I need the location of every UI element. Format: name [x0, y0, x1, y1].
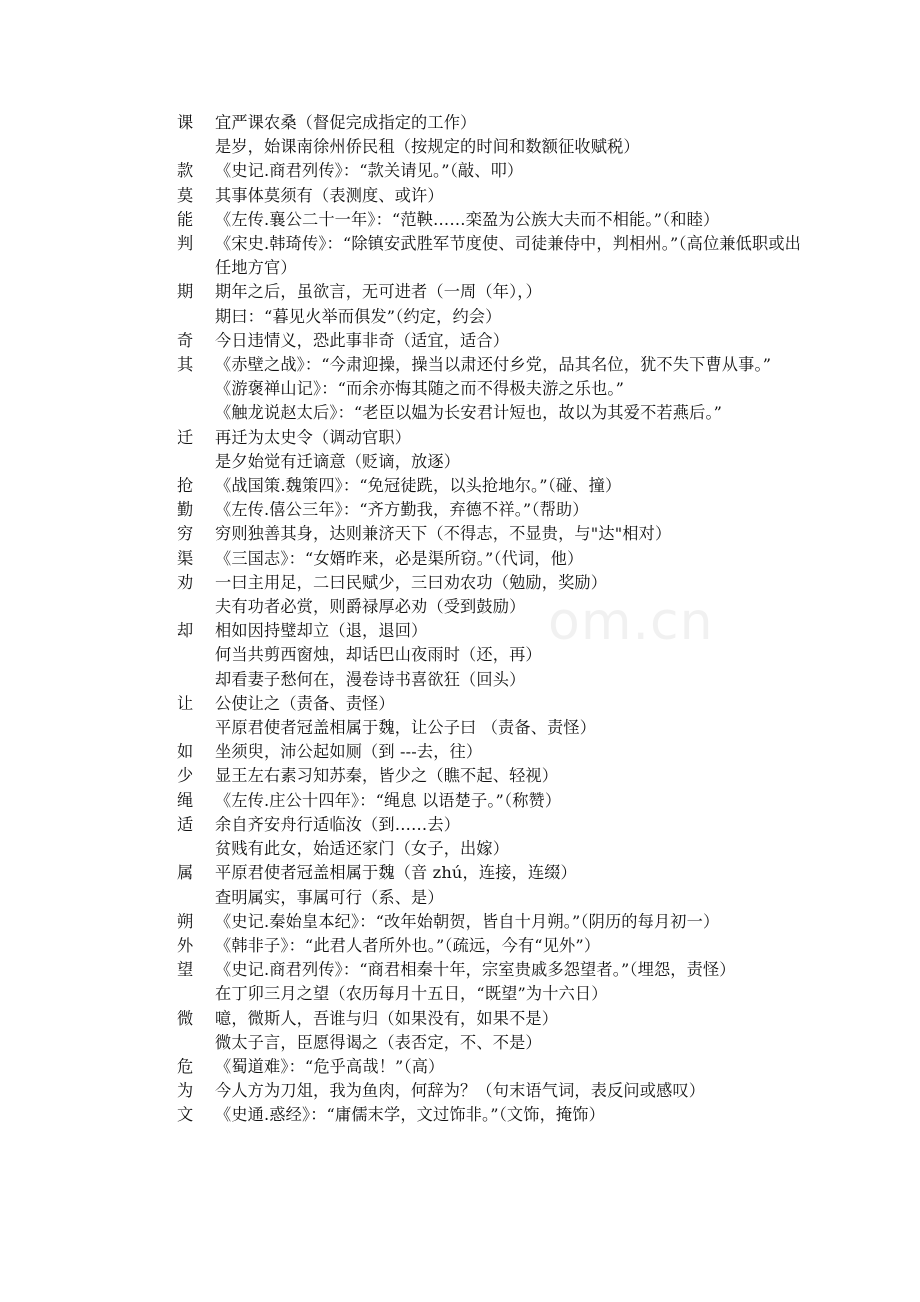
- entry-definition-line: 微太子言，臣愿得谒之（表否定，不、不是）: [215, 1032, 542, 1052]
- entry-definition-line: 是岁，始课南徐州侨民租（按规定的时间和数额征收赋税）: [215, 137, 640, 157]
- watermark: om.cn: [548, 592, 714, 652]
- entry-headword: 文: [177, 1105, 194, 1125]
- entry-headword: 微: [177, 1008, 194, 1028]
- entry-headword: 勤: [177, 500, 194, 520]
- dictionary-entry: [177, 813, 807, 861]
- entry-definitions: [215, 280, 807, 328]
- dictionary-entry: [177, 1103, 807, 1127]
- entry-definition-line: 平原君使者冠盖相属于魏，让公子曰 （责备、责怪）: [215, 718, 597, 738]
- entry-definitions: [215, 111, 807, 159]
- entry-definition-line: 《韩非子》：“此君人者所外也。”（疏远，今有“见外”）: [215, 935, 601, 955]
- dictionary-entry: [177, 764, 807, 788]
- dictionary-entry: [177, 111, 807, 159]
- entry-definition-line: 《左传.庄公十四年》：“绳息 以语楚子。”（称赞）: [215, 790, 562, 810]
- entry-definitions: [215, 498, 807, 522]
- entry-headword: 适: [177, 814, 194, 834]
- entry-definition-line: 《宋史.韩琦传》：“除镇安武胜军节度使、司徒兼侍中，判相州。”（高位兼低职或出任地方官）: [215, 234, 801, 278]
- dictionary-entry: [177, 329, 807, 353]
- entry-headword: 能: [177, 209, 194, 229]
- entry-definition-line: 噫，微斯人，吾谁与归（如果没有，如果不是）: [215, 1008, 559, 1028]
- entry-definitions: [215, 1007, 807, 1055]
- entry-headword: 莫: [177, 185, 194, 205]
- dictionary-entry: [177, 522, 807, 546]
- entry-headword: 期: [177, 282, 194, 302]
- entry-definition-line: 显王左右素习知苏秦，皆少之（瞧不起、轻视）: [215, 766, 559, 786]
- entry-headword: 朔: [177, 911, 194, 931]
- entry-headword: 穷: [177, 524, 194, 544]
- dictionary-entry-list: [177, 111, 807, 1128]
- entry-definitions: [215, 861, 807, 909]
- entry-definition-line: 却看妻子愁何在，漫卷诗书喜欲狂（回头）: [215, 669, 526, 689]
- entry-definition-line: 夫有功者必赏，则爵禄厚必劝（受到鼓励）: [215, 597, 526, 617]
- entry-definitions: [215, 426, 807, 474]
- dictionary-entry: [177, 619, 807, 692]
- dictionary-entry: [177, 1055, 807, 1079]
- entry-definition-line: 再迁为太史令（调动官职）: [215, 427, 412, 447]
- entry-definition-line: 《左传.僖公三年》：“齐方勤我，弃德不祥。”（帮助）: [215, 500, 589, 520]
- entry-headword: 迁: [177, 427, 194, 447]
- entry-definitions: [215, 813, 807, 861]
- entry-definitions: [215, 789, 807, 813]
- entry-definition-line: 《赤壁之战》：“今肃迎操，操当以肃还付乡党，品其名位，犹不失下曹从事。”: [215, 355, 772, 375]
- entry-definition-line: 今日违情义，恐此事非奇（适宜，适合）: [215, 330, 510, 350]
- dictionary-entry: [177, 280, 807, 328]
- entry-definition-line: 贫贱有此女，始适还家门（女子，出嫁）: [215, 839, 510, 859]
- entry-definition-line: 《蜀道难》：“危乎高哉！”（高）: [215, 1056, 445, 1076]
- dictionary-entry: [177, 789, 807, 813]
- entry-headword: 让: [177, 693, 194, 713]
- entry-definitions: [215, 547, 807, 571]
- entry-headword: 绳: [177, 790, 194, 810]
- entry-definitions: [215, 474, 807, 498]
- entry-headword: 外: [177, 935, 194, 955]
- entry-headword: 判: [177, 234, 194, 254]
- entry-definitions: [215, 740, 807, 764]
- dictionary-entry: [177, 498, 807, 522]
- entry-headword: 抢: [177, 476, 194, 496]
- entry-definitions: [215, 353, 807, 426]
- entry-definition-line: 期曰：“暮见火举而俱发”（约定，约会）: [215, 306, 502, 326]
- entry-headword: 奇: [177, 330, 194, 350]
- entry-definitions: [215, 1079, 807, 1103]
- entry-definition-line: 相如因持璧却立（退，退回）: [215, 621, 428, 641]
- entry-definitions: [215, 958, 807, 1006]
- entry-definitions: [215, 934, 807, 958]
- entry-headword: 如: [177, 742, 194, 762]
- entry-definitions: [215, 571, 807, 619]
- entry-definition-line: 《战国策.魏策四》：“免冠徒跣，以头抢地尔。”（碰、撞）: [215, 476, 622, 496]
- entry-definitions: [215, 764, 807, 788]
- dictionary-entry: [177, 934, 807, 958]
- entry-definition-line: 是夕始觉有迁谪意（贬谪，放逐）: [215, 451, 461, 471]
- dictionary-entry: [177, 861, 807, 909]
- entry-definition-line: 其事体莫须有（表测度、或许）: [215, 185, 444, 205]
- entry-definition-line: 平原君使者冠盖相属于魏（音 zhú，连接，连缀）: [215, 863, 577, 883]
- entry-definition-line: 在丁卯三月之望（农历每月十五日，“既望”为十六日）: [215, 984, 608, 1004]
- entry-headword: 渠: [177, 548, 194, 568]
- dictionary-entry: [177, 184, 807, 208]
- entry-definitions: [215, 184, 807, 208]
- dictionary-entry: [177, 426, 807, 474]
- entry-headword: 劝: [177, 572, 194, 592]
- entry-definition-line: 余自齐安舟行适临汝（到……去）: [215, 814, 461, 834]
- entry-definition-line: 《左传.襄公二十一年》：“范鞅……栾盈为公族大夫而不相能。”（和睦）: [215, 209, 720, 229]
- entry-definitions: [215, 159, 807, 183]
- entry-definitions: [215, 208, 807, 232]
- entry-definition-line: 《史记.商君列传》：“款关请见。”（敲、叩）: [215, 161, 524, 181]
- entry-definitions: [215, 329, 807, 353]
- entry-definitions: [215, 522, 807, 546]
- dictionary-entry: [177, 958, 807, 1006]
- entry-definition-line: 宜严课农桑（督促完成指定的工作）: [215, 113, 477, 132]
- entry-headword: 课: [177, 113, 194, 132]
- entry-definition-line: 《史记.商君列传》：“商君相秦十年，宗室贵戚多怨望者。”（埋怨，责怪）: [215, 960, 736, 980]
- entry-headword: 为: [177, 1081, 194, 1101]
- dictionary-entry: [177, 474, 807, 498]
- entry-definitions: [215, 910, 807, 934]
- dictionary-entry: [177, 547, 807, 571]
- entry-definitions: [215, 619, 807, 692]
- entry-definitions: [215, 232, 807, 280]
- entry-definitions: [215, 1103, 807, 1127]
- entry-definition-line: 查明属实，事属可行（系、是）: [215, 887, 444, 907]
- dictionary-entry: [177, 692, 807, 740]
- dictionary-entry: [177, 232, 807, 280]
- entry-definitions: [215, 692, 807, 740]
- dictionary-entry: [177, 1079, 807, 1103]
- entry-definition-line: 《游褒禅山记》：“而余亦悔其随之而不得极夫游之乐也。”: [215, 379, 625, 399]
- dictionary-entry: [177, 910, 807, 934]
- entry-definition-line: 一曰主用足，二曰民赋少，三曰劝农功（勉励，奖励）: [215, 572, 608, 592]
- entry-headword: 却: [177, 621, 194, 641]
- dictionary-entry: [177, 1007, 807, 1055]
- entry-headword: 款: [177, 161, 194, 181]
- entry-definition-line: 《史通.惑经》：“庸儒末学，文过饰非。”（文饰，掩饰）: [215, 1105, 605, 1125]
- entry-headword: 危: [177, 1056, 194, 1076]
- dictionary-entry: [177, 208, 807, 232]
- dictionary-entry: [177, 571, 807, 619]
- dictionary-entry: [177, 740, 807, 764]
- entry-definition-line: 《触龙说赵太后》：“老臣以媪为长安君计短也，故以为其爱不若燕后。”: [215, 403, 723, 423]
- entry-definition-line: 公使让之（责备、责怪）: [215, 693, 395, 713]
- dictionary-entry: [177, 353, 807, 426]
- entry-definition-line: 坐须臾，沛公起如厕（到 ---去，往）: [215, 742, 483, 762]
- entry-definitions: [215, 1055, 807, 1079]
- entry-definition-line: 期年之后，虽欲言，无可进者（一周（年），）: [215, 282, 542, 302]
- entry-headword: 少: [177, 766, 194, 786]
- entry-definition-line: 《史记.秦始皇本纪》：“改年始朝贺，皆自十月朔。”（阴历的每月初一）: [215, 911, 720, 931]
- dictionary-entry: [177, 159, 807, 183]
- entry-definition-line: 《三国志》：“女婿昨来，必是渠所窃。”（代词，他）: [215, 548, 584, 568]
- entry-headword: 望: [177, 960, 194, 980]
- entry-headword: 其: [177, 355, 194, 375]
- entry-definition-line: 今人方为刀俎，我为鱼肉，何辞为？（句末语气词，表反问或感叹）: [215, 1081, 706, 1101]
- entry-definition-line: 何当共剪西窗烛，却话巴山夜雨时（还，再）: [215, 645, 542, 665]
- entry-definition-line: 穷则独善其身，达则兼济天下（不得志，不显贵，与"达"相对）: [215, 524, 672, 544]
- entry-headword: 属: [177, 863, 194, 883]
